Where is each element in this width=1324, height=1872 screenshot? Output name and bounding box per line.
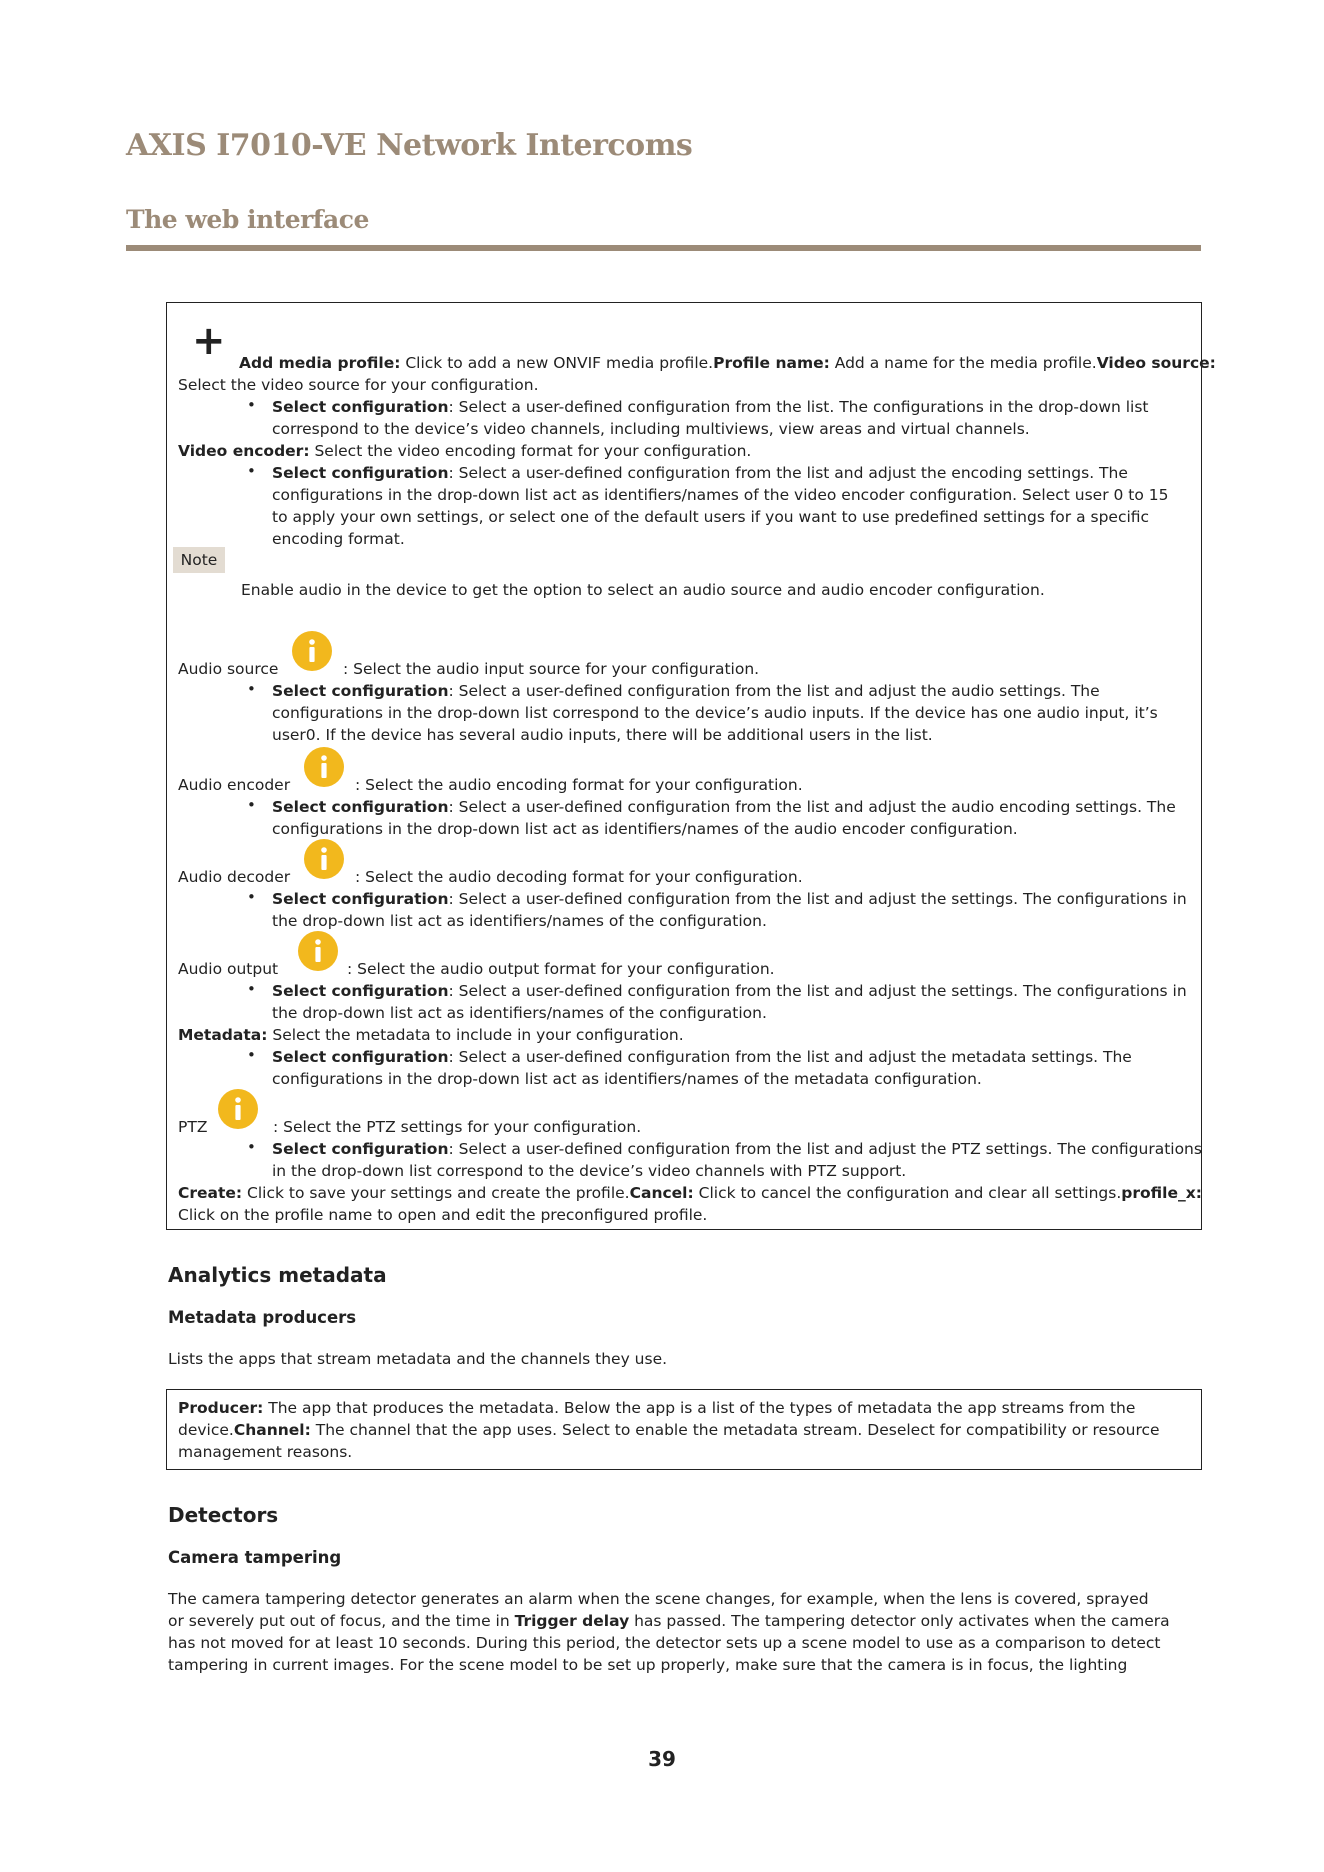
info-icon xyxy=(217,1088,259,1130)
section-title: The web interface xyxy=(126,205,369,234)
metadata-line: Metadata: Select the metadata to include in your configuration. xyxy=(178,1026,684,1044)
audio-encoder-text: : Select the audio encoding format for your configuration. xyxy=(355,776,803,794)
audio-decoder-text: : Select the audio decoding format for your configuration. xyxy=(355,868,803,886)
bullet: • xyxy=(247,1138,256,1156)
channel-line-2: management reasons. xyxy=(178,1443,353,1461)
bullet: • xyxy=(247,396,256,414)
bullet-audio-decoder-config: Select configuration: Select a user-defined configuration from the list and adjust the settings. The configurations in xyxy=(272,890,1187,908)
detectors-heading: Detectors xyxy=(168,1503,279,1527)
note-text: Enable audio in the device to get the option to select an audio source and audio encoder configuration. xyxy=(241,581,1045,599)
bullet-video-source-config: Select configuration: Select a user-defined configuration from the list. The configurations in the drop-down list xyxy=(272,398,1149,416)
producer-line: Producer: The app that produces the metadata. Below the app is a list of the types of metadata the app streams from the xyxy=(178,1399,1136,1417)
create-cancel-line: Create: Click to save your settings and create the profile.Cancel: Click to cancel the configuration and clear all settings.profile_x: xyxy=(178,1184,1202,1202)
camera-tampering-heading: Camera tampering xyxy=(168,1548,342,1567)
bullet-text: user0. If the device has several audio inputs, there will be additional users in the list. xyxy=(272,726,933,744)
producer-box xyxy=(166,1389,1202,1470)
paragraph-line: has not moved for at least 10 seconds. During this period, the detector sets up a scene model to use as a comparison to detect xyxy=(168,1634,1161,1652)
paragraph-line: or severely put out of focus, and the time in Trigger delay has passed. The tampering detector only activates when the camera xyxy=(168,1612,1170,1630)
bullet: • xyxy=(247,680,256,698)
paragraph-line: tampering in current images. For the scene model to be set up properly, make sure that the camera is in focus, the lighting xyxy=(168,1656,1128,1674)
audio-output-label: Audio output xyxy=(178,960,279,978)
ptz-label: PTZ xyxy=(178,1118,208,1136)
info-icon xyxy=(291,630,333,672)
document-title: AXIS I7010-VE Network Intercoms xyxy=(126,128,693,163)
bullet-text: the drop-down list act as identifiers/names of the configuration. xyxy=(272,1004,767,1022)
info-icon xyxy=(303,746,345,788)
bullet-text: encoding format. xyxy=(272,530,405,548)
video-encoder-line: Video encoder: Select the video encoding format for your configuration. xyxy=(178,442,752,460)
ptz-text: : Select the PTZ settings for your configuration. xyxy=(273,1118,642,1136)
bullet: • xyxy=(247,462,256,480)
bullet-text: in the drop-down list correspond to the device’s video channels with PTZ support. xyxy=(272,1162,907,1180)
add-media-profile-line: Add media profile: Click to add a new ONVIF media profile.Profile name: Add a name for the media profile.Video source: xyxy=(239,354,1216,372)
bullet-video-encoder-config: Select configuration: Select a user-defined configuration from the list and adjust the encoding settings. The xyxy=(272,464,1128,482)
note-badge: Note xyxy=(173,547,225,573)
analytics-metadata-heading: Analytics metadata xyxy=(168,1263,387,1287)
audio-output-text: : Select the audio output format for your configuration. xyxy=(347,960,775,978)
bullet: • xyxy=(247,980,256,998)
bullet-ptz-config: Select configuration: Select a user-defined configuration from the list and adjust the PTZ settings. The configurations xyxy=(272,1140,1202,1158)
page-number: 39 xyxy=(648,1747,676,1771)
bullet-text: configurations in the drop-down list act as identifiers/names of the video encoder configuration. Select user 0 to 15 xyxy=(272,486,1169,504)
audio-source-text: : Select the audio input source for your configuration. xyxy=(343,660,760,678)
info-icon xyxy=(303,838,345,880)
bullet: • xyxy=(247,888,256,906)
profile-x-text: Click on the profile name to open and edit the preconfigured profile. xyxy=(178,1206,708,1224)
add-icon: + xyxy=(192,318,226,364)
audio-source-label: Audio source xyxy=(178,660,279,678)
channel-line: device.Channel: The channel that the app uses. Select to enable the metadata stream. Deselect for compatibility or resource xyxy=(178,1421,1160,1439)
bullet-audio-source-config: Select configuration: Select a user-defined configuration from the list and adjust the audio settings. The xyxy=(272,682,1100,700)
metadata-producers-heading: Metadata producers xyxy=(168,1308,357,1327)
bullet-text: to apply your own settings, or select one of the default users if you want to use predefined settings for a specific xyxy=(272,508,1150,526)
bullet: • xyxy=(247,1046,256,1064)
bullet-text: the drop-down list act as identifiers/names of the configuration. xyxy=(272,912,767,930)
bullet-text: correspond to the device’s video channels, including multiviews, view areas and virtual channels. xyxy=(272,420,1030,438)
bullet-audio-encoder-config: Select configuration: Select a user-defined configuration from the list and adjust the audio encoding settings. The xyxy=(272,798,1176,816)
bullet-text: configurations in the drop-down list correspond to the device’s audio inputs. If the device has one audio input, it’s xyxy=(272,704,1158,722)
info-icon xyxy=(297,930,339,972)
bullet-audio-output-config: Select configuration: Select a user-defined configuration from the list and adjust the settings. The configurations in xyxy=(272,982,1187,1000)
media-profile-box xyxy=(166,302,1216,1230)
audio-encoder-label: Audio encoder xyxy=(178,776,291,794)
header-rule xyxy=(126,245,1201,251)
video-source-text: Select the video source for your configuration. xyxy=(178,376,539,394)
bullet: • xyxy=(247,796,256,814)
metadata-producers-intro: Lists the apps that stream metadata and the channels they use. xyxy=(168,1350,668,1368)
bullet-text: configurations in the drop-down list act as identifiers/names of the metadata configuration. xyxy=(272,1070,982,1088)
bullet-metadata-config: Select configuration: Select a user-defined configuration from the list and adjust the metadata settings. The xyxy=(272,1048,1132,1066)
bullet-text: configurations in the drop-down list act as identifiers/names of the audio encoder configuration. xyxy=(272,820,1018,838)
audio-decoder-label: Audio decoder xyxy=(178,868,291,886)
paragraph-line: The camera tampering detector generates an alarm when the scene changes, for example, when the lens is covered, sprayed xyxy=(168,1590,1149,1608)
